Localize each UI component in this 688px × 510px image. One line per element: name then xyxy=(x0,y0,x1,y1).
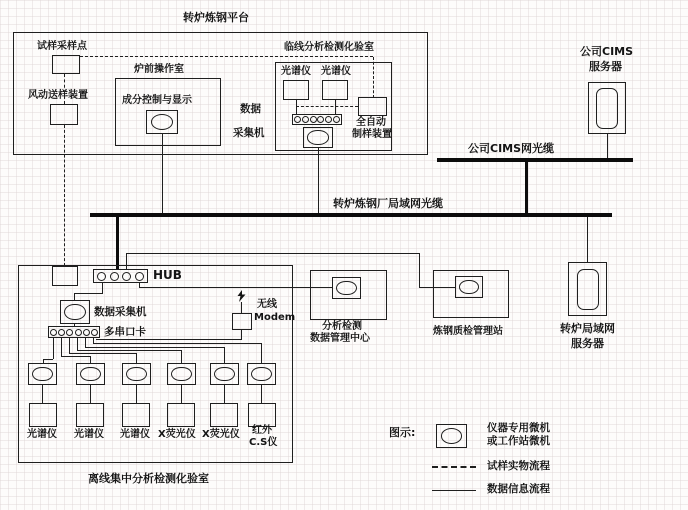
antenna-wire xyxy=(241,302,242,313)
legend-heading: 图示: xyxy=(389,426,416,439)
quality-station-label: 炼钢质检管理站 xyxy=(433,326,503,337)
sample-flow-dashed-line xyxy=(64,74,65,104)
daq-caption-line2: 采集机 xyxy=(233,127,265,139)
wire xyxy=(61,356,90,357)
wire xyxy=(85,338,86,347)
modem-box xyxy=(232,313,252,330)
serial-card-icon xyxy=(48,326,100,338)
computer-screen-icon xyxy=(151,114,173,130)
auto-sampler-label-line1: 全自动 xyxy=(356,117,386,128)
wire xyxy=(43,359,53,360)
instrument3-label: 光谱仪 xyxy=(120,429,150,440)
wire xyxy=(69,338,70,353)
wire xyxy=(85,347,224,348)
instrument-box xyxy=(167,403,195,427)
serial-card-label: 多串口卡 xyxy=(104,326,146,338)
cims-cable-label: 公司CIMS网光缆 xyxy=(468,142,555,155)
wire xyxy=(96,339,242,340)
wire xyxy=(181,350,182,363)
wire xyxy=(74,293,75,300)
wire xyxy=(90,385,91,403)
wire xyxy=(61,338,62,356)
legend-solid-line xyxy=(432,490,476,491)
computer-screen-icon xyxy=(214,367,234,382)
instrument5-label: X荧光仪 xyxy=(202,429,240,440)
computer-icon xyxy=(210,363,239,385)
computer-icon xyxy=(28,363,57,385)
computer-icon xyxy=(76,363,105,385)
modem-label-line1: 无线 xyxy=(257,299,277,310)
wire xyxy=(224,347,225,363)
spectrometer2-box xyxy=(322,80,348,100)
auto-sampler-label-line2: 制样装置 xyxy=(352,129,392,140)
computer-screen-icon xyxy=(32,367,52,382)
offline-lab-label: 离线集中分析检测化验室 xyxy=(88,472,209,485)
wire xyxy=(102,283,103,293)
composition-display-label: 成分控制与显示 xyxy=(122,95,192,106)
wire xyxy=(296,100,297,114)
computer-screen-icon xyxy=(459,280,479,295)
legend-dashed-line xyxy=(432,466,476,468)
server-icon xyxy=(568,262,607,316)
sample-flow-dashed-line xyxy=(64,125,65,266)
daq-label: 数据采集机 xyxy=(94,306,147,318)
cable-riser xyxy=(525,162,528,213)
analysis-center-label-line2: 数据管理中心 xyxy=(310,333,370,344)
sample-point-box xyxy=(52,55,80,74)
cable-riser xyxy=(116,217,119,269)
wire xyxy=(587,217,588,262)
computer-screen-icon xyxy=(307,130,328,144)
lan-server-label-line2: 服务器 xyxy=(571,337,604,350)
computer-icon xyxy=(455,276,483,298)
legend-computer-label-line2: 或工作站微机 xyxy=(487,435,550,447)
wire xyxy=(74,293,103,294)
wire xyxy=(261,385,262,403)
auto-sampler-box xyxy=(358,97,387,116)
port-strip-icon xyxy=(292,114,342,125)
furnace-room-label: 炉前操作室 xyxy=(134,64,184,75)
computer-icon xyxy=(332,277,361,299)
hub-label: HUB xyxy=(153,268,182,282)
lan-server-label-line1: 转炉局域网 xyxy=(560,322,615,335)
sample-flow-dashed-line xyxy=(296,106,358,107)
legend-solid-label: 数据信息流程 xyxy=(487,483,550,495)
computer-screen-icon xyxy=(251,367,271,382)
server-slot-icon xyxy=(577,269,599,310)
computer-screen-icon xyxy=(171,367,191,382)
computer-icon xyxy=(60,300,90,324)
online-lab-label: 临线分析检测化验室 xyxy=(284,42,374,53)
analysis-center-label-line1: 分析检测 xyxy=(322,321,362,332)
pneumatic-device-box xyxy=(50,104,78,125)
sample-point-label: 试样采样点 xyxy=(37,41,87,52)
instrument-box xyxy=(122,403,150,427)
computer-screen-icon xyxy=(336,281,356,296)
spectrometer1-box xyxy=(283,80,309,100)
server-slot-icon xyxy=(596,88,618,129)
instrument6-label-line1: 红外 xyxy=(252,425,272,436)
wire xyxy=(318,148,319,215)
daq-caption-line1: 数据 xyxy=(240,103,261,115)
wire xyxy=(77,350,181,351)
wire xyxy=(419,253,420,287)
computer-icon xyxy=(247,363,276,385)
spectrometer2-label: 光谱仪 xyxy=(321,66,351,77)
instrument4-label: X荧光仪 xyxy=(158,429,196,440)
instrument-box xyxy=(29,403,57,427)
computer-icon xyxy=(146,110,178,134)
wire xyxy=(93,343,261,344)
wire xyxy=(42,385,43,403)
sample-receive-box xyxy=(52,266,78,286)
computer-screen-icon xyxy=(64,304,85,320)
wire xyxy=(53,338,54,359)
wire xyxy=(90,356,91,363)
server-icon xyxy=(588,82,626,134)
instrument-box xyxy=(248,403,276,427)
wire xyxy=(181,385,182,403)
wire xyxy=(607,134,608,158)
plant-lan-cable xyxy=(90,213,612,217)
instrument-box xyxy=(210,403,238,427)
modem-label-line2: Modem xyxy=(254,312,296,323)
wire xyxy=(335,100,336,114)
wire xyxy=(261,343,262,363)
hub-icon xyxy=(93,269,148,283)
wire xyxy=(136,385,137,403)
pneumatic-device-label: 风动送样装置 xyxy=(28,90,88,101)
cims-server-label-line1: 公司CIMS xyxy=(580,45,634,58)
wire xyxy=(136,353,137,363)
wire xyxy=(77,338,78,350)
computer-icon xyxy=(303,127,333,148)
computer-screen-icon xyxy=(126,367,146,382)
wire xyxy=(241,330,242,339)
instrument2-label: 光谱仪 xyxy=(74,429,104,440)
sample-flow-dashed-line xyxy=(80,56,373,57)
legend-computer-icon xyxy=(436,424,467,448)
platform-title: 转炉炼钢平台 xyxy=(183,11,249,24)
wire xyxy=(162,134,163,215)
legend-dashed-label: 试样实物流程 xyxy=(487,460,550,472)
spectrometer1-label: 光谱仪 xyxy=(281,66,311,77)
wire xyxy=(126,253,419,254)
instrument-box xyxy=(76,403,104,427)
computer-icon xyxy=(122,363,151,385)
plant-lan-label: 转炉炼钢厂局域网光缆 xyxy=(333,197,443,210)
cims-server-label-line2: 服务器 xyxy=(589,60,622,73)
instrument1-label: 光谱仪 xyxy=(27,429,57,440)
cims-cable xyxy=(437,158,633,162)
computer-icon xyxy=(167,363,196,385)
computer-screen-icon xyxy=(80,367,100,382)
legend-computer-label-line1: 仪器专用微机 xyxy=(487,422,550,434)
wire xyxy=(224,385,225,403)
instrument6-label-line2: C.S仪 xyxy=(249,437,278,448)
computer-screen-icon xyxy=(441,428,463,444)
wire xyxy=(69,353,136,354)
